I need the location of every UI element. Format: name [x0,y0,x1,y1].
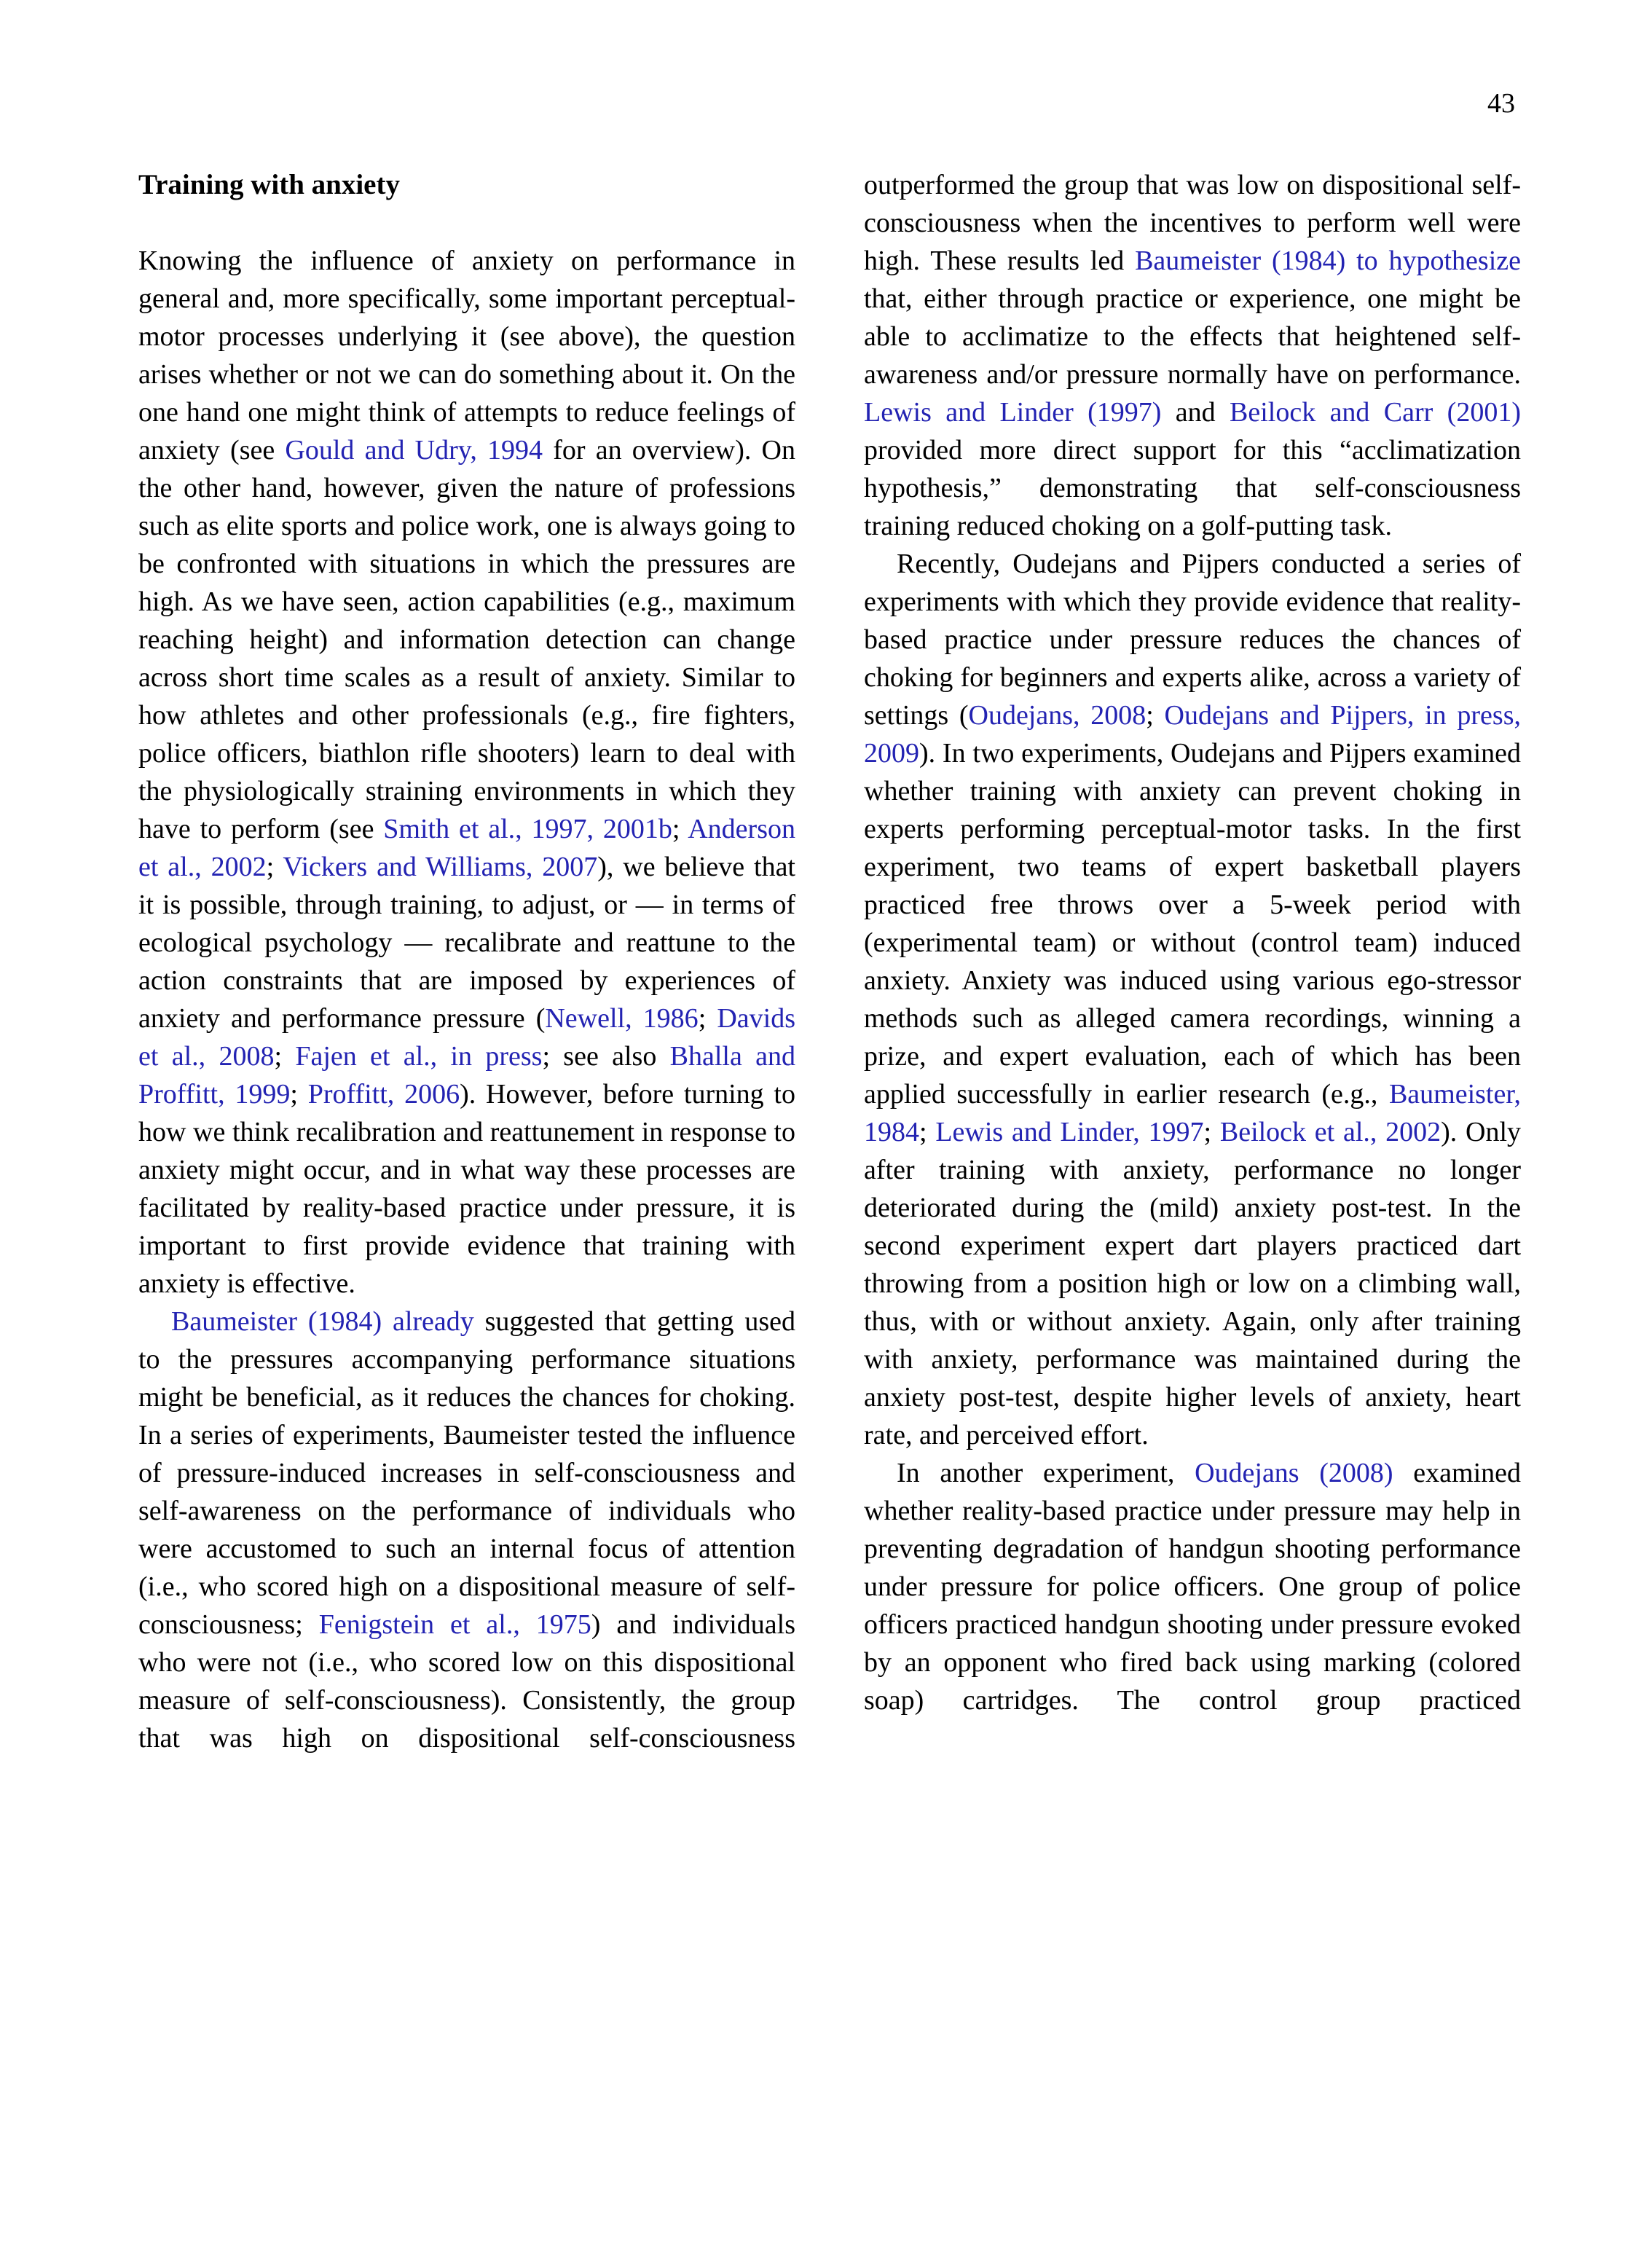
two-column-layout [138,166,1521,1757]
text-run: examined whether reality-based practice under pressure may help in preventing degradation of handgun shooting performance under pressure for police officers. One group of police officers practiced handgun shooting under pressure evoked by an opponent who fired back using marking (colored soap) cartridges. The control group practiced [864,1458,1521,1716]
text-run: outperformed the group that was low on dispositional self-consciousness when the incentives to perform well were high. These results led [864,170,1521,276]
text-run: ). However, before turning to how we think recalibration and reattunement in response to anxiety might occur, and in what way these processes are facilitated by reality-based practice under pressure, it is important to first provide evidence that training with anxiety is effective. [138,1079,795,1299]
text-run: ; see also [542,1041,670,1072]
citation-link[interactable]: Newell, 1986 [545,1003,699,1034]
citation-link[interactable]: Bhalla and Proffitt, 1999 [138,1041,795,1110]
text-run: ). Only after training with anxiety, performance no longer deteriorated during the (mild) anxiety post-test. In the second experiment expert dart players practiced dart throwing from a position high or low on a climbing wall, thus, with or without anxiety. Again, only after training with anxiety, performance was maintained during the anxiety post-test, despite higher levels of anxiety, heart rate, and perceived effort. [864,1117,1522,1450]
text-run: ; [274,1041,296,1072]
citation-link[interactable]: Beilock and Carr (2001) [1230,397,1521,428]
left-column [138,166,795,1757]
right-column-paragraphs [864,166,1521,1719]
citation-link[interactable]: Proffitt, 2006 [307,1079,460,1110]
section-heading: Training with anxiety [138,169,400,200]
text-run: ; [672,814,688,844]
citation-link[interactable]: Fenigstein et al., 1975 [318,1609,591,1640]
text-run: ; [1203,1117,1220,1147]
citation-link[interactable]: Baumeister, 1984 [864,1079,1521,1147]
text-run: In another experiment, [897,1458,1195,1488]
text-run: ; [1146,700,1165,731]
citation-link[interactable]: Oudejans (2008) [1195,1458,1393,1488]
citation-link[interactable]: Davids et al., 2008 [138,1003,795,1072]
text-run: ) and individuals who were not (i.e., who scored low on this dispositional measure of self-consciousness). Consistently, the group that was high on dispositional self-consciousness [138,1609,795,1754]
citation-link[interactable]: Oudejans and Pijpers, in press, 2009 [864,700,1521,769]
paragraph [138,242,795,1303]
text-run: for an overview). On the other hand, however, given the nature of professions such as elite sports and police work, one is always going to be confronted with situations in which the pressures are high. As we have seen, action capabilities (e.g., maximum reaching height) and information detection can change across short time scales as a result of anxiety. Similar to how athletes and other professionals (e.g., fire fighters, police officers, biathlon rifle shooters) learn to deal with the physiologically straining environments in which they have to perform (see [138,435,795,844]
text-run: ; [290,1079,308,1110]
citation-link[interactable]: Vickers and Williams, 2007 [283,852,598,882]
citation-link[interactable]: Beilock et al., 2002 [1219,1117,1441,1147]
citation-link[interactable]: Gould and Udry, 1994 [285,435,543,466]
citation-link[interactable]: Fajen et al., in press [295,1041,543,1072]
citation-link[interactable]: Smith et al., 1997, 2001b [383,814,672,844]
text-run: ). In two experiments, Oudejans and Pijpers examined whether training with anxiety can prevent choking in experts performing perceptual-motor tasks. In the first experiment, two teams of expert basketball players practiced free throws over a 5-week period with (experimental team) or without (control team) induced anxiety. Anxiety was induced using various ego-stressor methods such as alleged camera recordings, winning a prize, and expert evaluation, each of which has been applied successfully in earlier research (e.g., [864,738,1521,1110]
right-column [864,166,1521,1757]
text-run: provided more direct support for this “acclimatization hypothesis,” demonstrating that self-consciousness training reduced choking on a golf-putting task. [864,435,1521,541]
citation-link[interactable]: Oudejans, 2008 [968,700,1146,731]
left-column-paragraphs [138,242,795,1757]
page-number: 43 [1487,88,1515,119]
text-run: Knowing the influence of anxiety on performance in general and, more specifically, some important perceptual-motor processes underlying it (see above), the question arises whether or not we can do something about it. On the one hand one might think of attempts to reduce feelings of anxiety (see [138,246,795,466]
citation-link[interactable]: Anderson et al., 2002 [138,814,795,882]
text-run: ; [698,1003,717,1034]
citation-link[interactable]: Lewis and Linder (1997) [864,397,1162,428]
paragraph [864,166,1521,545]
text-run: suggested that getting used to the pressures accompanying performance situations might be beneficial, as it reduces the chances for choking. In a series of experiments, Baumeister tested the influence of pressure-induced increases in self-consciousness and self-awareness on the performance of individuals who were accustomed to such an internal focus of attention (i.e., who scored high on a dispositional measure of self-consciousness; [138,1306,795,1640]
citation-link[interactable]: Lewis and Linder, 1997 [935,1117,1204,1147]
text-run: ), we believe that it is possible, through training, to adjust, or — in terms of ecological psychology — recalibrate and reattune to the action constraints that are imposed by experiences of anxiety and performance pressure ( [138,852,795,1034]
paragraph [138,1303,795,1757]
citation-link[interactable]: Baumeister (1984) to hypothesize [1135,246,1521,276]
paragraph [864,545,1521,1454]
text-run: that, either through practice or experience, one might be able to acclimatize to the effects that heightened self-awareness and/or pressure normally have on performance. [864,283,1521,390]
paragraph [864,1454,1521,1719]
text-run: and [1161,397,1230,428]
text-run: Recently, Oudejans and Pijpers conducted a series of experiments with which they provide evidence that reality-based practice under pressure reduces the chances of choking for beginners and experts alike, across a variety of settings ( [864,549,1521,731]
text-run: ; [266,852,283,882]
citation-link[interactable]: Baumeister (1984) already [171,1306,474,1337]
text-run: ; [919,1117,936,1147]
